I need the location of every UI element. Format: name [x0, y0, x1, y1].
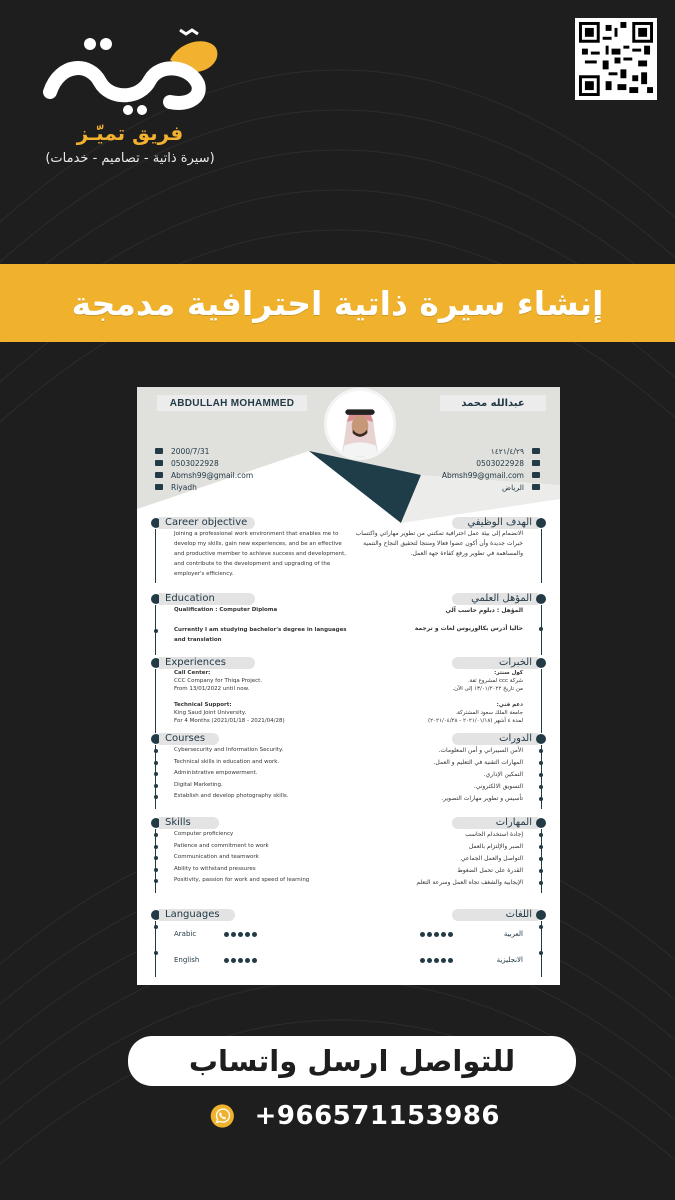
skill-item: Computer proficiency [174, 829, 347, 841]
skill-item: الإيجابية والشغف تجاه العمل وسرعة التعلم [355, 877, 523, 889]
calendar-icon [532, 448, 540, 454]
section-title: المؤهل العلمي [452, 593, 538, 605]
location-icon [532, 484, 540, 490]
section-dot-icon [536, 594, 546, 604]
section-title: الخبرات [452, 657, 538, 669]
section-title: Experiences [159, 657, 255, 669]
course-item: Cybersecurity and Information Security. [174, 745, 347, 757]
email-icon [155, 472, 163, 478]
phone-icon [532, 460, 540, 466]
section-languages-ar [355, 908, 546, 977]
course-item: التسويق الالكتروني. [355, 781, 523, 793]
phone-icon [155, 460, 163, 466]
section-education [151, 592, 347, 655]
language-name: الانجليزية [496, 955, 523, 964]
experience-title: Call Center: [174, 670, 211, 676]
logo-mark [30, 22, 230, 117]
cv-city-ar: الرياض [502, 482, 524, 492]
section-title: Languages [159, 909, 235, 921]
whatsapp-contact[interactable] [210, 1094, 500, 1138]
whatsapp-icon [210, 1099, 235, 1133]
education-item: المؤهل : دبلوم حاسب آلي [445, 607, 523, 614]
experience-title: دعم فني: [496, 702, 523, 708]
section-skills-ar [355, 816, 546, 893]
course-item: الأمن السيبراني و أمن المعلومات. [355, 745, 523, 757]
cv-preview [137, 387, 560, 985]
language-name: English [174, 955, 200, 964]
section-dot-icon [536, 518, 546, 528]
person-avatar-icon [327, 391, 393, 457]
calendar-icon [155, 448, 163, 454]
skill-item: Positivity, passion for work and speed of learning [174, 875, 347, 887]
experience-title: Technical Support: [174, 702, 232, 708]
language-name: العربية [503, 929, 523, 938]
cv-email-ar: Abmsh99@gmail.com [441, 470, 524, 480]
headline-text: إنشاء سيرة ذاتية احترافية مدمجة [71, 283, 604, 323]
language-level [420, 958, 453, 963]
course-item: Establish and develop photography skills. [174, 791, 347, 803]
cv-contact-right [442, 445, 540, 493]
brand-name: فريق تميّـز [76, 121, 184, 145]
section-dot-icon [536, 910, 546, 920]
section-dot-icon [536, 818, 546, 828]
cv-contact-left [155, 445, 253, 493]
section-education-ar [355, 592, 546, 655]
education-item: Currently I am studying bachelor's degree in languages and translation [174, 627, 347, 643]
skill-item: Ability to withstand pressures [174, 864, 347, 876]
cv-name-arabic: عبدالله محمد [440, 395, 546, 411]
course-item: Administrative empowerment. [174, 768, 347, 780]
section-experiences [151, 656, 347, 733]
education-item: Qualification : Computer Diploma [174, 607, 278, 613]
logo-graphic [30, 22, 230, 117]
section-experiences-ar [355, 656, 546, 733]
cv-photo [324, 388, 396, 460]
section-dot-icon [536, 658, 546, 668]
contact-cta-text: للتواصل ارسل واتساب [188, 1044, 516, 1078]
experience-date: From 13/01/2022 until now. [174, 686, 250, 692]
section-title: Skills [159, 817, 219, 829]
section-title: Career objective [159, 517, 255, 529]
experience-company: CCC Company for Thiqa Project. [174, 678, 263, 684]
section-title: اللغات [452, 909, 538, 921]
course-item: Digital Marketing. [174, 780, 347, 792]
education-item: حاليا أدرس بكالوريوس لغات و ترجمة [355, 623, 523, 635]
cv-email: Abmsh99@gmail.com [171, 470, 254, 480]
section-courses-ar [355, 732, 546, 809]
skill-item: التواصل والعمل الجماعي [355, 853, 523, 865]
contact-cta-button[interactable] [128, 1036, 576, 1086]
course-item: Technical skills in education and work. [174, 757, 347, 769]
section-courses [151, 732, 347, 809]
qr-code[interactable] [575, 18, 657, 100]
course-item: تأسيس و تطوير مهارات التصوير. [355, 793, 523, 805]
experience-company: جامعة الملك سعود المشتركة. [455, 710, 523, 716]
course-item: التمكين الإداري. [355, 769, 523, 781]
skill-item: إجادة استخدام الحاسب [355, 829, 523, 841]
section-title: Education [159, 593, 255, 605]
skill-item: القدرة على تحمل الضغوط [355, 865, 523, 877]
section-languages [151, 908, 347, 977]
cv-city: Riyadh [171, 482, 197, 492]
skill-item: الصبر والإلتزام بالعمل [355, 841, 523, 853]
section-skills [151, 816, 347, 893]
phone-number[interactable]: +966571153986 [254, 1101, 500, 1131]
course-item: المهارات التقنية في التعليم و العمل. [355, 757, 523, 769]
headline-banner [0, 264, 675, 342]
section-career-objective-ar [355, 516, 546, 583]
experience-title: كول سنتر: [494, 670, 523, 676]
cv-phone-ar: 0503022928 [476, 458, 524, 468]
section-career-objective [151, 516, 347, 583]
email-icon [532, 472, 540, 478]
cv-birthdate: 2000/7/31 [171, 446, 210, 456]
language-name: Arabic [174, 929, 197, 938]
experience-company: شركة ccc لمشروع ثقة. [467, 678, 523, 684]
section-dot-icon [536, 734, 546, 744]
cv-name-english: ABDULLAH MOHAMMED [157, 395, 307, 411]
experience-date: لمدة ٤ أشهر (٢٠٢١/٠١/١٨ - ٢٠٢١/٠٤/٢٨) [427, 718, 523, 724]
qr-code-icon [579, 22, 653, 96]
career-text: Joining a professional work environment that enables me to develop my skills, gain new experiences, and be an effective and productive member to achieve success and development, and contribute to the development and upgrading of the employer's efficiency. [155, 529, 347, 583]
section-title: الدورات [452, 733, 538, 745]
cv-phone: 0503022928 [171, 458, 219, 468]
brand-tagline: (سيرة ذاتية - تصاميم - خدمات) [45, 151, 215, 166]
location-icon [155, 484, 163, 490]
skill-item: Patience and commitment to work [174, 841, 347, 853]
career-text-ar: الانضمام إلى بيئة عمل احترافية تمكنني من تطوير مهاراتي واكتساب خبرات جديدة وأن أكون عضوا فعالا ومنتجا لتحقيق النجاح والتنمية والمساهمة في تطوير ورفع كفاءة جهة العمل. [355, 529, 542, 583]
skill-item: Communication and teamwork [174, 852, 347, 864]
experience-company: King Saud Joint University. [174, 710, 247, 716]
language-level [224, 958, 257, 963]
section-title: الهدف الوظيفي [452, 517, 538, 529]
section-title: المهارات [452, 817, 538, 829]
language-level [420, 932, 453, 937]
experience-date: For 4 Months (2021/01/18 - 2021/04/28) [174, 718, 285, 724]
section-title: Courses [159, 733, 219, 745]
language-level [224, 932, 257, 937]
cv-birthdate-ar: ١٤٢١/٤/٢٩ [490, 446, 524, 456]
brand-logo [30, 22, 230, 187]
experience-date: من تاريخ ١٣/٠١/٢٠٢٢ إلى الآن. [452, 686, 523, 692]
